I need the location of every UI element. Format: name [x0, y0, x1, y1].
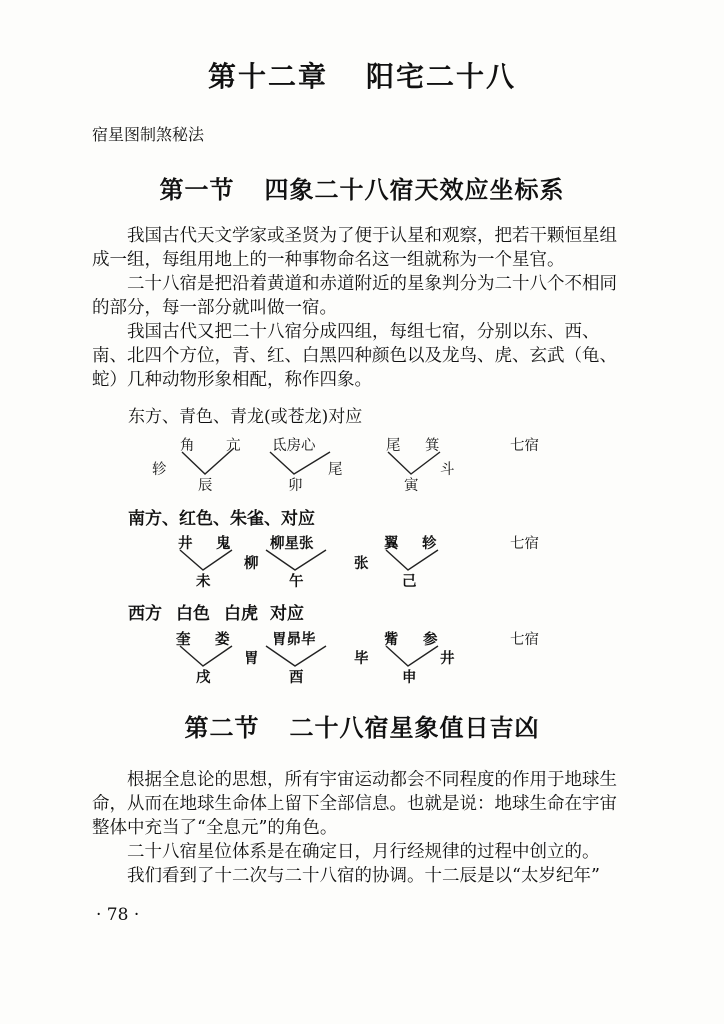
chapter-number: 第十二章 — [207, 60, 328, 93]
mansion-label: 井 — [440, 650, 455, 667]
chapter-name: 阳宅二十八 — [366, 60, 517, 93]
chapter-title — [0, 55, 724, 95]
mansion-label: 毕 — [354, 650, 369, 667]
mansion-label: 尾 — [386, 438, 401, 454]
page-number: · 78 · — [96, 905, 140, 925]
branch-label: 未 — [196, 573, 211, 590]
branch-label: 午 — [289, 573, 304, 590]
mansion-label: 尾 — [328, 462, 343, 478]
section-1-title — [0, 170, 724, 205]
connector — [180, 646, 232, 666]
mansion-label: 箕 — [425, 438, 440, 454]
mansion-label: 胃昴毕 — [272, 631, 316, 648]
mansion-label: 鬼 — [216, 535, 231, 552]
mansion-label: 参 — [423, 631, 438, 648]
mansion-label: 轸 — [422, 535, 437, 552]
mansion-label: 觜 — [384, 631, 399, 648]
mansion-label: 角 — [180, 438, 195, 454]
connector — [386, 646, 438, 666]
branch-label: 卯 — [288, 478, 303, 494]
mansion-label: 氐房心 — [272, 438, 316, 454]
paragraph: 我国古代又把二十八宿分成四组，每组七宿，分别以东、西、南、北四个方位，青、红、白黑四种颜色以及龙鸟、虎、玄武（龟、蛇）几种动物形象相配，称作四象。 — [92, 322, 617, 390]
branch-label: 己 — [402, 573, 417, 590]
section-2-body — [92, 768, 632, 888]
section-2-number: 第二节 — [184, 714, 260, 742]
paragraph: 二十八宿是把沿着黄道和赤道附近的星象判分为二十八个不相同的部分，每一部分就叫做一宿。 — [92, 274, 617, 318]
connector — [180, 550, 232, 570]
west-group-label: 西方 白色 白虎 对应 — [128, 604, 304, 624]
section-1-number: 第一节 — [159, 176, 235, 204]
group-count: 七宿 — [510, 438, 539, 454]
connector — [266, 646, 326, 666]
mansion-label: 亢 — [226, 438, 241, 454]
subtitle: 宿星图制煞秘法 — [92, 125, 205, 144]
paragraph: 我们看到了十二次与二十八宿的协调。十二辰是以“太岁纪年” — [127, 866, 600, 886]
mansion-label: 轸 — [152, 462, 167, 478]
connector — [388, 452, 440, 474]
branch-label: 酉 — [289, 669, 304, 686]
mansion-label: 井 — [178, 535, 193, 552]
east-group-label: 东方、青色、青龙(或苍龙)对应 — [128, 407, 363, 427]
group-count: 七宿 — [510, 536, 539, 552]
paragraph: 根据全息论的思想，所有宇宙运动都会不同程度的作用于地球生命，从而在地球生命体上留下全部信息。也就是说：地球生命在宇宙整体中充当了“全息元”的角色。 — [92, 770, 617, 838]
mansion-label: 奎 — [176, 631, 191, 648]
section-2-title — [0, 708, 724, 743]
section-2-name: 二十八宿星象值日吉凶 — [289, 714, 540, 742]
paragraph: 我国古代天文学家或圣贤为了便于认星和观察，把若干颗恒星组成一组，每组用地上的一种事物命名这一组就称为一个星官。 — [92, 226, 617, 270]
connector — [270, 452, 330, 474]
mansion-label: 胃 — [244, 650, 259, 667]
branch-label: 寅 — [404, 478, 419, 494]
paragraph: 二十八宿星位体系是在确定日，月行经规律的过程中创立的。 — [127, 842, 600, 862]
connector — [266, 550, 326, 570]
section-1-body — [92, 224, 632, 392]
branch-label: 辰 — [198, 478, 213, 494]
south-group-label: 南方、红色、朱雀、对应 — [128, 509, 315, 529]
branch-label: 戌 — [196, 669, 211, 686]
group-count: 七宿 — [510, 632, 539, 648]
mansion-label: 柳 — [244, 555, 259, 572]
mansion-label: 斗 — [440, 462, 455, 478]
mansion-label: 翼 — [384, 535, 399, 552]
section-1-name: 四象二十八宿天效应坐标系 — [264, 176, 565, 204]
mansion-label: 娄 — [215, 631, 230, 648]
branch-label: 申 — [402, 669, 417, 686]
mansion-label: 张 — [354, 555, 369, 572]
mansion-label: 柳星张 — [270, 535, 314, 552]
connector — [386, 550, 438, 570]
